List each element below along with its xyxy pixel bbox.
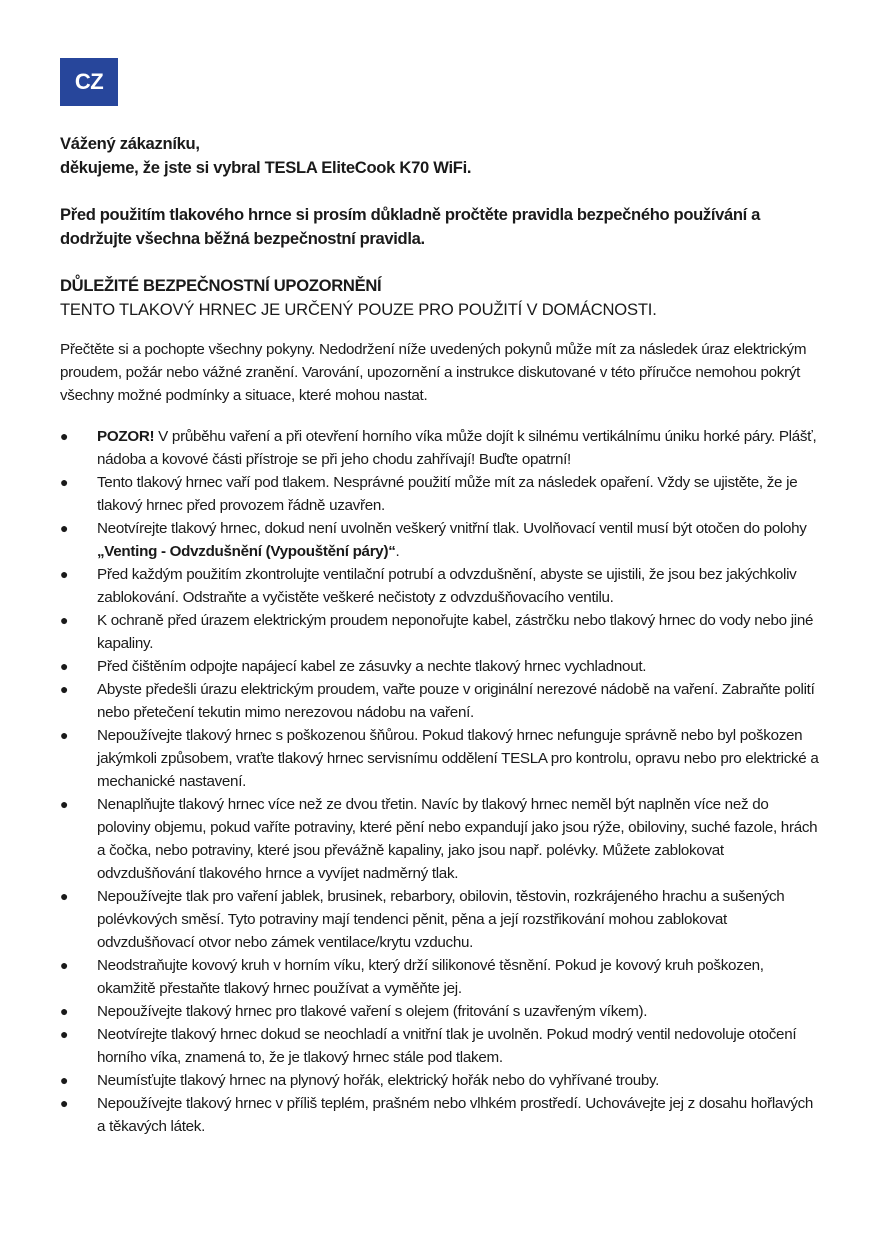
language-badge-label: CZ xyxy=(74,69,104,94)
bullet-icon: ● xyxy=(60,1072,69,1088)
safety-list xyxy=(60,425,820,1138)
list-item: ● Nepoužívejte tlakový hrnec s poškozenou šňůrou. Pokud tlakový hrnec nefunguje správně nebo byl poškozen jakýmkoli způsobem, vraťte tlakový hrnec servisnímu oddělení TESLA pro kontrolu, opravu nebo pro elektrické a mechanické nastavení. xyxy=(60,724,820,793)
section-subtitle: TENTO TLAKOVÝ HRNEC JE URČENÝ POUZE PRO POUŽITÍ V DOMÁCNOSTI. xyxy=(60,300,657,319)
list-item: ● Nepoužívejte tlakový hrnec v příliš teplém, prašném nebo vlhkém prostředí. Uchovávejte jej z dosahu hořlavých a těkavých látek. xyxy=(60,1092,820,1138)
list-item: ● POZOR! V průběhu vaření a při otevření horního víka může dojít k silnému vertikálnímu úniku horké páry. Plášť, nádoba a kovové části přístroje se při jeho chodu zahřívají! Buďte opatrní! xyxy=(60,425,820,471)
bullet-icon: ● xyxy=(60,796,69,812)
greeting xyxy=(60,132,820,180)
bullet-icon: ● xyxy=(60,474,69,490)
bullet-icon: ● xyxy=(60,727,69,743)
warning-label: POZOR! xyxy=(97,428,155,445)
list-item: ● Neotvírejte tlakový hrnec dokud se neochladí a vnitřní tlak je uvolněn. Pokud modrý ventil nedovoluje otočení horního víka, znamená to, že je tlakový hrnec stále pod tlakem. xyxy=(60,1023,820,1069)
list-item: ● Neumísťujte tlakový hrnec na plynový hořák, elektrický hořák nebo do vyhřívané trouby. xyxy=(60,1069,820,1092)
venting-position-label: „Venting - Odvzdušnění (Vypouštění páry)“ xyxy=(97,543,396,560)
bullet-icon: ● xyxy=(60,566,69,582)
bullet-icon: ● xyxy=(60,681,69,697)
list-item: ● Nepoužívejte tlakový hrnec pro tlakové vaření s olejem (fritování s uzavřeným víkem). xyxy=(60,1000,820,1023)
section-title: DŮLEŽITÉ BEZPEČNOSTNÍ UPOZORNĚNÍ xyxy=(60,276,382,295)
bullet-icon: ● xyxy=(60,658,69,674)
bullet-icon: ● xyxy=(60,1003,69,1019)
bullet-icon: ● xyxy=(60,612,69,628)
list-item: ● Nepoužívejte tlak pro vaření jablek, brusinek, rebarbory, obilovin, těstovin, rozkrájeného hrachu a sušených polévkových směsí. Tyto potraviny mají tendenci pěnit, pěna a její rozstřikování mohou zablokovat odvzdušňovací otvor nebo zámek ventilace/krytu vzduchu. xyxy=(60,885,820,954)
lead-paragraph: Přečtěte si a pochopte všechny pokyny. Nedodržení níže uvedených pokynů může mít za následek úraz elektrickým proudem, požár nebo vážné zranění. Varování, upozornění a instrukce diskutované v této příručce nemohou pokrýt všechny možné podmínky a situace, které mohou nastat. xyxy=(60,341,807,404)
greeting-line-1: Vážený zákazníku, xyxy=(60,134,200,153)
bullet-icon: ● xyxy=(60,888,69,904)
greeting-line-2: děkujeme, že jste si vybral TESLA EliteCook K70 WiFi. xyxy=(60,158,472,177)
bullet-icon: ● xyxy=(60,428,69,444)
list-item: ● Před čištěním odpojte napájecí kabel ze zásuvky a nechte tlakový hrnec vychladnout. xyxy=(60,655,820,678)
bullet-icon: ● xyxy=(60,957,69,973)
list-item: ● Neodstraňujte kovový kruh v horním víku, který drží silikonové těsnění. Pokud je kovový kruh poškozen, okamžitě přestaňte tlakový hrnec používat a vyměňte jej. xyxy=(60,954,820,1000)
bullet-icon: ● xyxy=(60,520,69,536)
intro-paragraph: Před použitím tlakového hrnce si prosím důkladně pročtěte pravidla bezpečného používání a dodržujte všechna běžná bezpečnostní pravidla. xyxy=(60,205,761,248)
list-item: ● Neotvírejte tlakový hrnec, dokud není uvolněn veškerý vnitřní tlak. Uvolňovací ventil musí být otočen do polohy „Venting - Odvzdušnění (Vypouštění páry)“. xyxy=(60,517,820,563)
list-item: ● Nenaplňujte tlakový hrnec více než ze dvou třetin. Navíc by tlakový hrnec neměl být naplněn více než do poloviny objemu, pokud vaříte potraviny, které pění nebo expandují jako jsou rýže, obiloviny, suché fazole, hrách a čočka, nebo potraviny, které jsou převážně kapaliny, jako jsou např. polévky. Můžete zablokovat odvzdušňování tlakového hrnce a vyvíjet nadměrný tlak. xyxy=(60,793,820,885)
list-item: ● K ochraně před úrazem elektrickým proudem neponořujte kabel, zástrčku nebo tlakový hrnec do vody nebo jiné kapaliny. xyxy=(60,609,820,655)
bullet-icon: ● xyxy=(60,1026,69,1042)
list-item: ● Abyste předešli úrazu elektrickým proudem, vařte pouze v originální nerezové nádobě na vaření. Zabraňte polití nebo přetečení tekutin mimo nerezovou nádobu na vaření. xyxy=(60,678,820,724)
list-item: ● Před každým použitím zkontrolujte ventilační potrubí a odvzdušnění, abyste se ujistili, že jsou bez jakýchkoliv zablokování. Odstraňte a vyčistěte veškeré nečistoty z odvzdušňovacího ventilu. xyxy=(60,563,820,609)
document-body xyxy=(60,132,820,1138)
language-badge xyxy=(60,58,118,106)
bullet-icon: ● xyxy=(60,1095,69,1111)
list-item: ● Tento tlakový hrnec vaří pod tlakem. Nesprávné použití může mít za následek opaření. Vždy se ujistěte, že je tlakový hrnec před provozem řádně uzavřen. xyxy=(60,471,820,517)
